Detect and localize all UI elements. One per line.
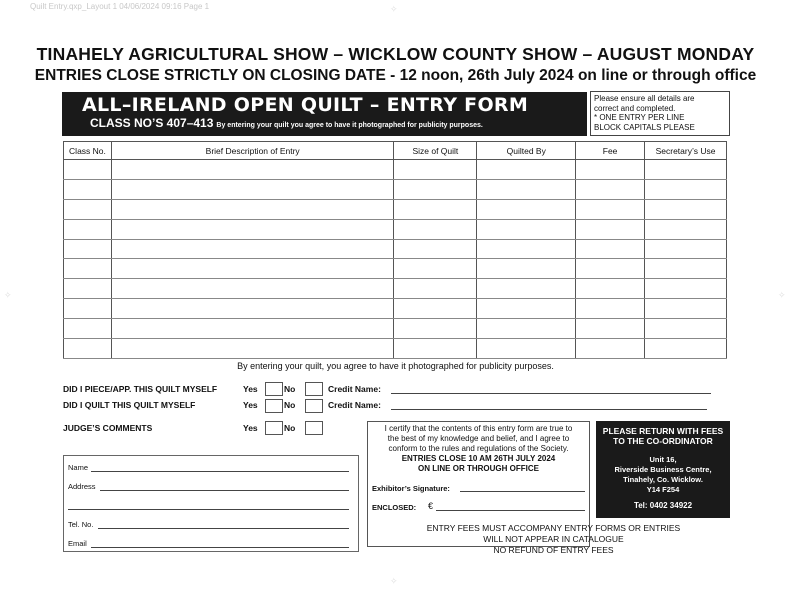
q3-yes-checkbox[interactable] — [265, 421, 283, 435]
class-no-cell[interactable] — [64, 160, 112, 180]
secretary-cell[interactable] — [645, 179, 727, 199]
credit-name-label: Credit Name: — [328, 384, 381, 394]
size-cell[interactable] — [394, 259, 477, 279]
size-cell[interactable] — [394, 219, 477, 239]
size-cell[interactable] — [394, 299, 477, 319]
fee-cell[interactable] — [576, 160, 645, 180]
class-no-cell[interactable] — [64, 199, 112, 219]
description-cell[interactable] — [111, 199, 394, 219]
q1-yes-checkbox[interactable] — [265, 382, 283, 396]
print-header: Quilt Entry.qxp_Layout 1 04/06/2024 09:16 Page 1 — [30, 2, 210, 11]
photo-consent-note: By entering your quilt, you agree to have it photographed for publicity purposes. — [237, 361, 554, 371]
return-phone: Tel: 0402 34922 — [633, 501, 693, 510]
instruction-line: Please ensure all details are — [594, 94, 695, 103]
description-cell[interactable] — [111, 339, 394, 359]
description-cell[interactable] — [111, 179, 394, 199]
q2-yes-checkbox[interactable] — [265, 399, 283, 413]
quilted-by-cell[interactable] — [477, 239, 576, 259]
size-cell[interactable] — [394, 160, 477, 180]
description-cell[interactable] — [111, 279, 394, 299]
name-field[interactable] — [91, 471, 349, 472]
secretary-cell[interactable] — [645, 279, 727, 299]
address-field-2[interactable] — [68, 509, 349, 510]
fee-cell[interactable] — [576, 279, 645, 299]
registration-mark-bottom: ✧ — [390, 576, 398, 586]
return-address-line: Tinahely, Co. Wicklow. — [623, 475, 703, 484]
table-row — [64, 279, 727, 299]
question-quilted: DID I QUILT THIS QUILT MYSELF — [63, 400, 196, 410]
return-address-line: Y14 F254 — [646, 485, 680, 494]
secretary-cell[interactable] — [645, 160, 727, 180]
enclosed-label: ENCLOSED: — [372, 503, 417, 512]
table-row — [64, 179, 727, 199]
secretary-cell[interactable] — [645, 219, 727, 239]
banner-photo-note: By entering your quilt you agree to have it photographed for publicity purposes. — [216, 122, 483, 129]
description-cell[interactable] — [111, 299, 394, 319]
fees-notice: WILL NOT APPEAR IN CATALOGUE — [483, 534, 624, 544]
fee-cell[interactable] — [576, 179, 645, 199]
col-secretary: Secretary’s Use — [645, 142, 727, 160]
cert-line: conform to the rules and regulations of the Society. — [388, 444, 569, 453]
cert-closing-line: ON LINE OR THROUGH OFFICE — [418, 464, 539, 473]
secretary-cell[interactable] — [645, 299, 727, 319]
email-label: Email — [68, 539, 87, 548]
table-row — [64, 259, 727, 279]
class-no-cell[interactable] — [64, 279, 112, 299]
judges-comments-label: JUDGE’S COMMENTS — [63, 423, 153, 433]
table-row — [64, 160, 727, 180]
class-no-cell[interactable] — [64, 239, 112, 259]
fee-cell[interactable] — [576, 199, 645, 219]
size-cell[interactable] — [394, 279, 477, 299]
size-cell[interactable] — [394, 319, 477, 339]
closing-date-notice: ENTRIES CLOSE STRICTLY ON CLOSING DATE - 12 noon, 26th July 2024 on line or through office — [34, 67, 757, 84]
description-cell[interactable] — [111, 319, 394, 339]
instruction-line: * ONE ENTRY PER LINE — [594, 113, 685, 122]
signature-field[interactable] — [460, 491, 585, 492]
exhibitor-details-box — [63, 455, 359, 552]
quilted-by-cell[interactable] — [477, 339, 576, 359]
cert-closing-line: ENTRIES CLOSE 10 AM 26TH JULY 2024 — [401, 454, 556, 463]
table-row — [64, 339, 727, 359]
return-address-line: Riverside Business Centre, — [614, 465, 712, 474]
enclosed-amount-field[interactable] — [436, 510, 585, 511]
credit-name-field-1[interactable] — [391, 393, 711, 394]
q2-no-checkbox[interactable] — [305, 399, 323, 413]
fee-cell[interactable] — [576, 299, 645, 319]
no-label: No — [284, 384, 296, 394]
address-field-1[interactable] — [100, 490, 349, 491]
fees-notice: ENTRY FEES MUST ACCOMPANY ENTRY FORMS OR ENTRIES — [426, 523, 681, 533]
quilted-by-cell[interactable] — [477, 199, 576, 219]
fee-cell[interactable] — [576, 319, 645, 339]
description-cell[interactable] — [111, 259, 394, 279]
entries-table — [63, 141, 727, 359]
class-no-cell[interactable] — [64, 319, 112, 339]
instructions-box — [590, 91, 730, 136]
q1-no-checkbox[interactable] — [305, 382, 323, 396]
quilted-by-cell[interactable] — [477, 179, 576, 199]
return-heading: PLEASE RETURN WITH FEES — [602, 426, 724, 436]
fee-cell[interactable] — [576, 219, 645, 239]
return-heading: TO THE CO-ORDINATOR — [613, 436, 713, 446]
quilted-by-cell[interactable] — [477, 319, 576, 339]
instruction-line: correct and completed. — [594, 103, 676, 113]
quilted-by-cell[interactable] — [477, 279, 576, 299]
registration-mark-left: ✧ — [4, 290, 12, 300]
table-row — [64, 319, 727, 339]
col-class-no: Class No. — [64, 142, 112, 160]
fee-cell[interactable] — [576, 259, 645, 279]
fee-cell[interactable] — [576, 239, 645, 259]
address-label: Address — [68, 482, 96, 491]
description-cell[interactable] — [111, 219, 394, 239]
table-row — [64, 239, 727, 259]
signature-label: Exhibitor’s Signature: — [372, 484, 450, 493]
certification-text — [368, 424, 589, 474]
size-cell[interactable] — [394, 339, 477, 359]
euro-sign: € — [428, 501, 434, 511]
email-field[interactable] — [91, 547, 349, 548]
registration-mark-right: ✧ — [778, 290, 786, 300]
no-refund-notice: NO REFUND OF ENTRY FEES — [493, 545, 614, 555]
secretary-cell[interactable] — [645, 259, 727, 279]
class-no-cell[interactable] — [64, 179, 112, 199]
cert-line: the best of my knowledge and belief, and I agree to — [387, 434, 570, 443]
col-size: Size of Quilt — [394, 142, 477, 160]
yes-label: Yes — [243, 384, 258, 394]
col-quilted-by: Quilted By — [477, 142, 576, 160]
class-no-cell[interactable] — [64, 219, 112, 239]
show-title: TINAHELY AGRICULTURAL SHOW – WICKLOW COUNTY SHOW – AUGUST MONDAY — [36, 44, 755, 64]
size-cell[interactable] — [394, 239, 477, 259]
return-address-line: Unit 16, — [649, 455, 677, 464]
return-address-box — [596, 421, 730, 518]
registration-mark-top: ✧ — [390, 4, 398, 14]
yes-label: Yes — [243, 423, 258, 433]
cert-line: I certify that the contents of this entry form are true to — [384, 424, 573, 433]
size-cell[interactable] — [394, 179, 477, 199]
credit-name-field-2[interactable] — [391, 409, 707, 410]
class-no-cell[interactable] — [64, 259, 112, 279]
secretary-cell[interactable] — [645, 199, 727, 219]
table-row — [64, 199, 727, 219]
no-label: No — [284, 400, 296, 410]
name-label: Name — [68, 463, 89, 472]
credit-name-label: Credit Name: — [328, 400, 381, 410]
table-row — [64, 299, 727, 319]
quilted-by-cell[interactable] — [477, 259, 576, 279]
description-cell[interactable] — [111, 160, 394, 180]
q3-no-checkbox[interactable] — [305, 421, 323, 435]
secretary-cell[interactable] — [645, 239, 727, 259]
form-banner — [62, 92, 587, 136]
description-cell[interactable] — [111, 239, 394, 259]
tel-label: Tel. No. — [68, 520, 94, 529]
yes-label: Yes — [243, 400, 258, 410]
no-label: No — [284, 423, 296, 433]
quilted-by-cell[interactable] — [477, 160, 576, 180]
class-no-cell[interactable] — [64, 299, 112, 319]
fee-cell[interactable] — [576, 339, 645, 359]
instruction-line: BLOCK CAPITALS PLEASE — [594, 122, 695, 132]
tel-field[interactable] — [98, 528, 349, 529]
col-description: Brief Description of Entry — [111, 142, 394, 160]
quilted-by-cell[interactable] — [477, 299, 576, 319]
size-cell[interactable] — [394, 199, 477, 219]
quilted-by-cell[interactable] — [477, 219, 576, 239]
question-pieced: DID I PIECE/APP. THIS QUILT MYSELF — [63, 384, 218, 394]
col-fee: Fee — [576, 142, 645, 160]
form-title: ALL–IRELAND OPEN QUILT – ENTRY FORM — [82, 94, 529, 116]
secretary-cell[interactable] — [645, 339, 727, 359]
class-numbers — [90, 116, 483, 130]
secretary-cell[interactable] — [645, 319, 727, 339]
table-row — [64, 219, 727, 239]
class-no-cell[interactable] — [64, 339, 112, 359]
class-numbers-label: CLASS NO’S 407–413 — [90, 116, 214, 130]
